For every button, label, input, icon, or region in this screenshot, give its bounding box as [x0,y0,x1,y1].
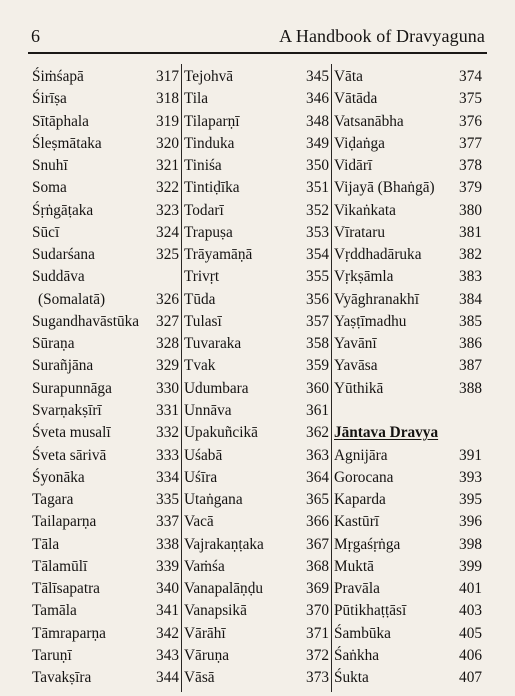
entry-term: Vatsanābha [334,112,404,130]
entry-page-number: 352 [306,201,329,219]
entry-term: Tālīsapatra [32,580,100,598]
entry-page-number: 375 [459,90,482,108]
entry-term: Tamāla [32,602,77,620]
entry-term: Tiniśa [184,157,222,175]
entry-page-number: 366 [306,513,329,531]
entry-page-number: 319 [156,112,179,130]
header-rule [28,52,487,54]
index-entry [32,333,179,355]
running-head: A Handbook of Dravyaguna [279,26,485,46]
index-entry [184,266,329,288]
entry-term: Yavānī [334,335,377,353]
entry-term: Taruṇī [32,646,72,664]
index-entry [32,378,179,400]
column-divider-1 [181,64,182,692]
index-entry [334,645,482,667]
index-entry [334,177,482,199]
index-column-3 [334,66,482,689]
entry-term: Gorocana [334,468,394,486]
entry-term: Tuvaraka [184,335,242,353]
entry-term: Upakuñcikā [184,424,258,442]
entry-term: Tāmraparṇa [32,624,106,642]
entry-page-number: 343 [156,646,179,664]
index-entry [32,467,179,489]
entry-page-number: 367 [306,535,329,553]
index-entry [334,489,482,511]
entry-page-number: 361 [306,401,329,419]
index-entry [184,467,329,489]
entry-page-number: 371 [306,624,329,642]
index-entry [184,355,329,377]
entry-term: Viḍaṅga [334,134,385,152]
entry-term: Vaṁśa [184,557,225,575]
entry-page-number: 360 [306,379,329,397]
entry-term: Tagara [32,491,74,509]
entry-term: Vikaṅkata [334,201,396,219]
entry-term: Tavakṣīra [32,669,92,687]
entry-page-number: 364 [306,468,329,486]
entry-term: Surapunnāga [32,379,112,397]
section-heading: Jāntava Dravya [334,424,439,442]
index-entry [334,467,482,489]
entry-term: Sītāphala [32,112,89,130]
entry-page-number: 342 [156,624,179,642]
entry-page-number: 335 [156,491,179,509]
index-entry [32,578,179,600]
index-entry [334,289,482,311]
entry-page-number: 332 [156,424,179,442]
entry-page-number: 383 [459,268,482,286]
entry-term: Vyāghranakhī [334,290,419,308]
index-entry [32,244,179,266]
entry-page-number: 320 [156,134,179,152]
entry-term: Vajrakaṇṭaka [184,535,264,553]
entry-term: Trivṛt [184,268,220,286]
index-entry [32,511,179,533]
entry-page-number: 331 [156,401,179,419]
entry-term: Śambūka [334,624,391,642]
entry-page-number: 406 [459,646,482,664]
index-entry [32,177,179,199]
index-entry [184,111,329,133]
entry-page-number: 326 [156,290,179,308]
entry-page-number: 386 [459,335,482,353]
entry-term: Sudarśana [32,246,95,264]
index-entry [32,155,179,177]
index-entry [184,667,329,689]
entry-page-number: 381 [459,223,482,241]
entry-term: Śaṅkha [334,646,380,664]
entry-term: Tintiḍīka [184,179,240,197]
entry-term: Muktā [334,557,374,575]
index-entry [184,445,329,467]
index-entry [184,578,329,600]
entry-term: Tejohvā [184,68,234,85]
index-entry [32,200,179,222]
index-entry [334,222,482,244]
index-entry [334,311,482,333]
index-entry [32,422,179,444]
index-entry [32,556,179,578]
index-entry [184,200,329,222]
index-entry [32,534,179,556]
entry-page-number: 359 [306,357,329,375]
index-entry [184,600,329,622]
entry-term: Vāruṇa [184,646,230,664]
entry-page-number: 349 [306,134,329,152]
entry-term: Uśabā [184,446,223,464]
entry-term: Trāyamāṇā [184,246,253,264]
index-entry [184,378,329,400]
entry-term: Śyonāka [32,468,85,486]
index-entry [334,556,482,578]
entry-term: Udumbara [184,379,249,397]
index-entry [184,155,329,177]
entry-term: Tilaparṇī [184,112,240,130]
entry-page-number: 405 [459,624,482,642]
entry-page-number: 341 [156,602,179,620]
entry-page-number: 345 [306,68,329,85]
entry-page-number: 398 [459,535,482,553]
entry-page-number: 340 [156,580,179,598]
entry-page-number: 327 [156,312,179,330]
index-entry [334,445,482,467]
entry-page-number: 365 [306,491,329,509]
entry-term: Vāta [334,68,363,85]
index-entry [184,511,329,533]
entry-page-number: 339 [156,557,179,575]
index-entry [32,266,179,288]
index-entry [32,489,179,511]
index-entry [184,623,329,645]
entry-page-number: 330 [156,379,179,397]
entry-page-number: 391 [459,446,482,464]
index-entry [334,155,482,177]
entry-page-number: 348 [306,112,329,130]
index-entry [184,556,329,578]
entry-term: Tinduka [184,134,235,152]
index-entry [334,600,482,622]
index-entry [334,66,482,88]
column-divider-2 [331,64,332,692]
entry-term: Kaparda [334,491,386,509]
entry-page-number: 396 [459,513,482,531]
entry-page-number: 337 [156,513,179,531]
entry-page-number: 338 [156,535,179,553]
entry-page-number: 324 [156,223,179,241]
entry-term: Śṛṅgāṭaka [32,201,94,219]
entry-page-number: 318 [156,90,179,108]
index-entry [32,645,179,667]
entry-term: Uśīra [184,468,218,486]
entry-term: Yūthikā [334,379,384,397]
entry-page-number: 321 [156,157,179,175]
entry-term: Kastūrī [334,513,380,531]
entry-term: Tūda [184,290,216,308]
entry-page-number: 377 [459,134,482,152]
index-entry [32,667,179,689]
entry-term: Yavāsa [334,357,378,375]
index-entry [32,311,179,333]
entry-term: Sūcī [32,223,60,241]
index-entry [184,177,329,199]
index-entry [334,88,482,110]
index-entry [32,289,179,311]
entry-page-number: 322 [156,179,179,197]
entry-term: Vacā [184,513,214,531]
index-entry [184,133,329,155]
entry-term: Vāsā [184,669,215,687]
entry-page-number: 333 [156,446,179,464]
index-entry [184,489,329,511]
index-entry [32,222,179,244]
index-entry [334,200,482,222]
entry-page-number: 374 [459,68,482,85]
entry-page-number: 401 [459,580,482,598]
index-entry [32,400,179,422]
entry-page-number: 369 [306,580,329,598]
index-entry [184,534,329,556]
entry-term: Śirīṣa [32,90,67,108]
entry-term: Vīrataru [334,223,385,241]
entry-term: Svarṇakṣīrī [32,401,102,419]
entry-page-number: 388 [459,379,482,397]
page-number: 6 [31,26,40,46]
index-entry [184,400,329,422]
entry-page-number: 372 [306,646,329,664]
index-entry [334,133,482,155]
entry-term: Śiṁśapā [32,68,84,85]
entry-page-number: 325 [156,246,179,264]
entry-term: Tulasī [184,312,222,330]
entry-term: Tālamūlī [32,557,88,575]
entry-term: Pūtikhaṭṭāsī [334,602,407,620]
entry-term: Śveta sārivā [32,446,107,464]
index-entry [184,88,329,110]
entry-term: Snuhī [32,157,68,175]
entry-term: Vanapalāṇḍu [184,580,264,598]
entry-term: Vātāda [334,90,378,108]
index-entry [334,578,482,600]
index-entry [334,667,482,689]
entry-page-number: 384 [459,290,482,308]
index-entry [32,445,179,467]
index-entry [184,422,329,444]
entry-term: Vārāhī [184,624,226,642]
entry-term: Todarī [184,201,224,219]
index-entry [184,289,329,311]
index-column-1 [32,66,179,689]
entry-term: Vṛkṣāmla [334,268,394,286]
entry-term: Vijayā (Bhaṅgā) [334,179,435,197]
entry-page-number: 363 [306,446,329,464]
index-entry [334,511,482,533]
index-entry [184,244,329,266]
entry-page-number: 370 [306,602,329,620]
entry-page-number: 323 [156,201,179,219]
entry-term: Agnijāra [334,446,388,464]
index-entry [334,623,482,645]
entry-page-number: 399 [459,557,482,575]
entry-page-number: 356 [306,290,329,308]
entry-page-number: 357 [306,312,329,330]
entry-term: (Somalatā) [38,290,106,308]
index-entry [334,378,482,400]
index-entry [184,66,329,88]
index-entry [334,534,482,556]
index-entry [334,244,482,266]
entry-page-number: 395 [459,491,482,509]
entry-term: Tāla [32,535,60,553]
entry-term: Suddāva [32,268,85,286]
entry-page-number: 387 [459,357,482,375]
entry-page-number: 344 [156,669,179,687]
index-entry [32,600,179,622]
entry-term: Śleṣmātaka [32,134,102,152]
index-entry [32,88,179,110]
entry-term: Tailaparṇa [32,513,97,531]
entry-page-number: 334 [156,468,179,486]
index-entry [334,266,482,288]
entry-page-number: 379 [459,179,482,197]
entry-page-number: 317 [156,68,179,85]
entry-page-number: 355 [306,268,329,286]
entry-term: Utaṅgana [184,491,243,509]
entry-page-number: 354 [306,246,329,264]
entry-term: Unnāva [184,401,232,419]
entry-page-number: 393 [459,468,482,486]
entry-term: Vanapsikā [184,602,247,620]
index-entry [32,133,179,155]
entry-page-number: 329 [156,357,179,375]
index-entry [32,66,179,88]
entry-term: Soma [32,179,67,197]
entry-page-number: 353 [306,223,329,241]
entry-term: Vṛddhadāruka [334,246,422,264]
entry-term: Trapuṣa [184,223,233,241]
index-column-2 [184,66,329,689]
section-heading-row [334,422,482,444]
entry-page-number: 373 [306,669,329,687]
entry-term: Tila [184,90,209,108]
entry-term: Śukta [334,669,369,687]
index-entry [184,311,329,333]
entry-page-number: 368 [306,557,329,575]
entry-page-number: 403 [459,602,482,620]
index-entry [32,623,179,645]
index-entry [334,333,482,355]
entry-page-number: 362 [306,424,329,442]
entry-term: Pravāla [334,580,380,598]
entry-page-number: 378 [459,157,482,175]
entry-page-number: 351 [306,179,329,197]
entry-term: Sūraṇa [32,335,75,353]
entry-term: Tvak [184,357,216,375]
entry-page-number: 358 [306,335,329,353]
entry-page-number: 346 [306,90,329,108]
blank-line [334,400,482,422]
entry-term: Śveta musalī [32,424,111,442]
entry-page-number: 407 [459,669,482,687]
entry-page-number: 350 [306,157,329,175]
index-entry [32,355,179,377]
entry-term: Surañjāna [32,357,94,375]
entry-page-number: 328 [156,335,179,353]
index-entry [334,111,482,133]
entry-term: Yaṣṭīmadhu [334,312,407,330]
entry-term: Vidārī [334,157,373,175]
entry-page-number: 380 [459,201,482,219]
index-entry [184,333,329,355]
entry-page-number: 382 [459,246,482,264]
index-entry [184,645,329,667]
entry-page-number: 376 [459,112,482,130]
index-entry [184,222,329,244]
index-entry [334,355,482,377]
entry-term: Sugandhavāstūka [32,312,140,330]
index-entry [32,111,179,133]
entry-page-number: 385 [459,312,482,330]
entry-term: Mṛgaśṛṅga [334,535,401,553]
